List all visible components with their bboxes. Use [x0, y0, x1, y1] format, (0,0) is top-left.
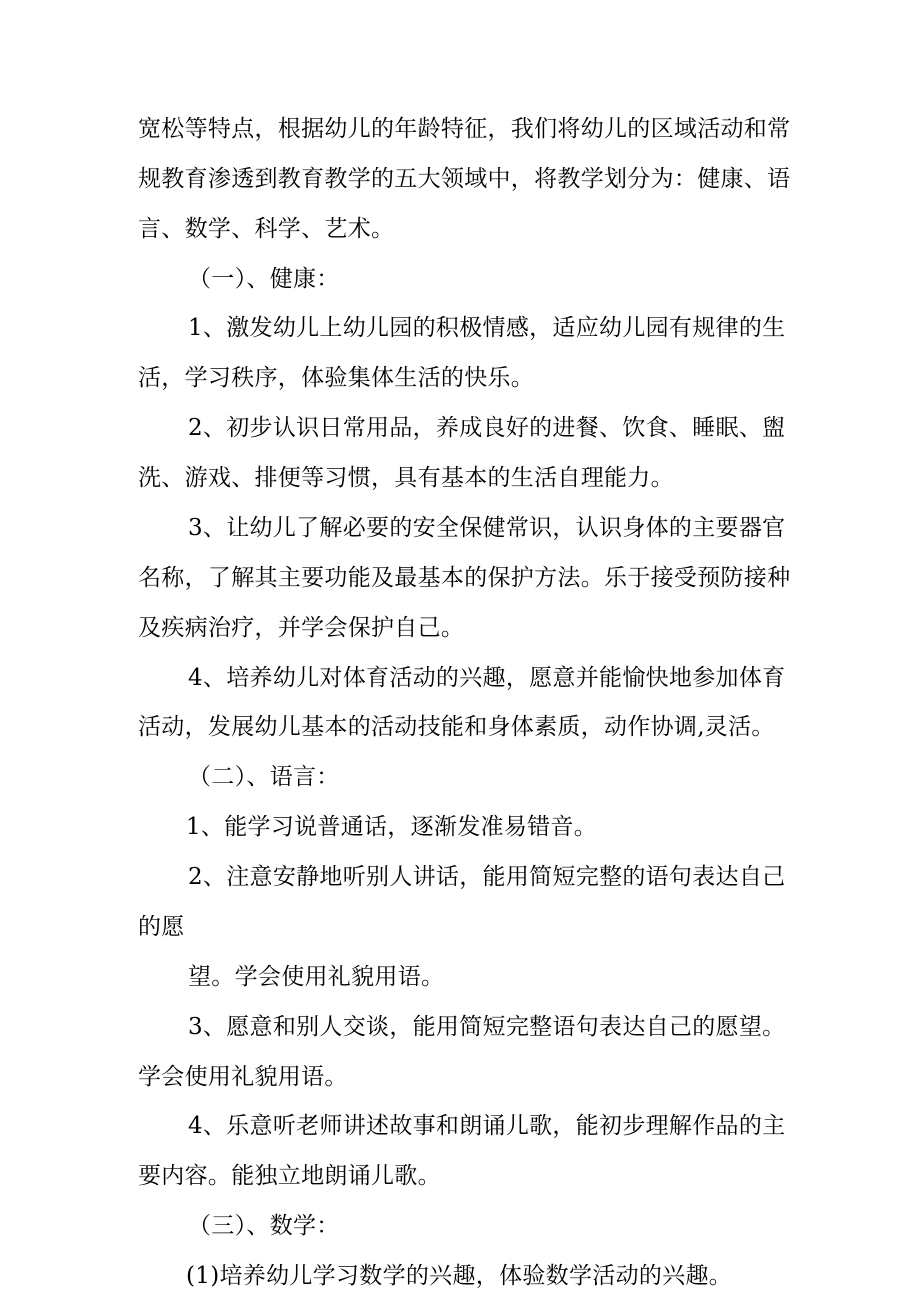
paragraph-line: 3、愿意和别人交谈，能用简短完整语句表达自己的愿望。: [188, 1014, 786, 1040]
paragraph-line: 规教育渗透到教育教学的五大领域中，将教学划分为：健康、语: [138, 166, 791, 192]
paragraph-line: 洗、游戏、排便等习惯，具有基本的生活自理能力。: [138, 465, 674, 491]
paragraph-line: 及疾病治疗，并学会保护自己。: [138, 615, 465, 641]
paragraph-line: 2、注意安静地听别人讲话，能用简短完整的语句表达自己: [188, 864, 786, 890]
paragraph-line: 活动，发展幼儿基本的活动技能和身体素质，动作协调,灵活。: [138, 714, 775, 740]
paragraph-line: 要内容。能独立地朗诵儿歌。: [138, 1163, 441, 1189]
section-heading-language: （二）、语言：: [188, 764, 340, 790]
paragraph-line: 学会使用礼貌用语。: [138, 1064, 348, 1090]
section-heading-math: （三）、数学：: [188, 1213, 340, 1239]
paragraph-line: 活，学习秩序，体验集体生活的快乐。: [138, 365, 535, 391]
paragraph-line: 3、让幼儿了解必要的安全保健常识，认识身体的主要器官: [188, 515, 786, 541]
paragraph-line: 言、数学、科学、艺术。: [138, 216, 395, 242]
paragraph-line: 4、培养幼儿对体育活动的兴趣，愿意并能愉快地参加体育: [188, 665, 786, 691]
paragraph-line: 宽松等特点，根据幼儿的年龄特征，我们将幼儿的区域活动和常: [138, 116, 791, 142]
paragraph-line: (1)培养幼儿学习数学的兴趣，体验数学活动的兴趣。: [186, 1263, 733, 1289]
paragraph-line: 望。学会使用礼貌用语。: [188, 964, 445, 990]
section-heading-health: （一）、健康：: [188, 266, 340, 292]
paragraph-line: 1、能学习说普通话，逐渐发准易错音。: [186, 814, 598, 840]
paragraph-line: 4、乐意听老师讲述故事和朗诵儿歌，能初步理解作品的主: [188, 1113, 786, 1139]
paragraph-line: 2、初步认识日常用品，养成良好的进餐、饮食、睡眠、盥: [188, 415, 786, 441]
paragraph-line: 名称，了解其主要功能及最基本的保护方法。乐于接受预防接种: [138, 565, 791, 591]
paragraph-line: 的愿: [138, 914, 185, 940]
paragraph-line: 1、激发幼儿上幼儿园的积极情感，适应幼儿园有规律的生: [188, 315, 786, 341]
